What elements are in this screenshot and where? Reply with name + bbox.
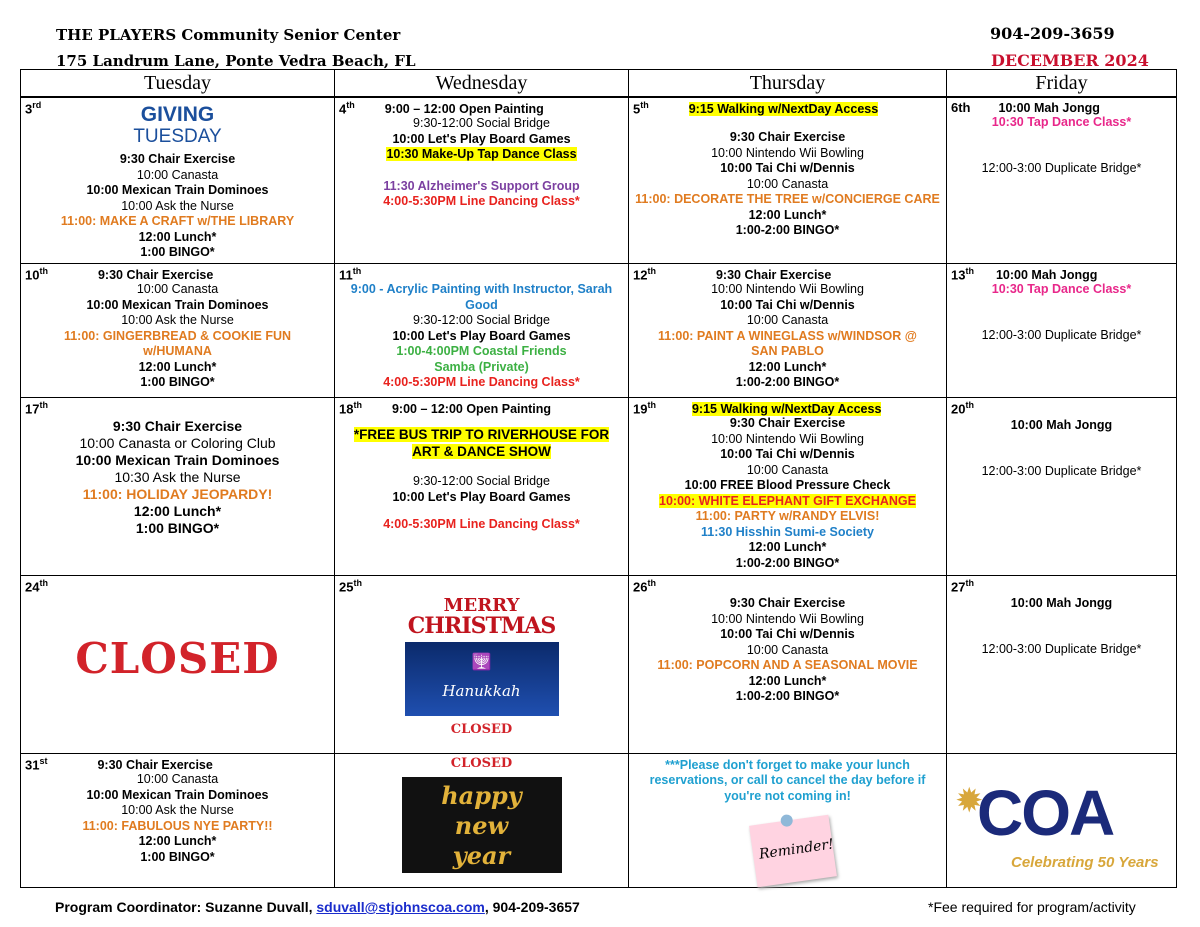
event-item: 1:00 BINGO*: [140, 245, 215, 260]
calendar-grid: [20, 69, 1177, 888]
event-item: 11:00: DECORATE THE TREE w/CONCIERGE CARE: [635, 192, 940, 207]
event-item: 9:30 Chair Exercise: [112, 418, 243, 435]
event-item: 11:30 Alzheimer's Support Group: [383, 178, 580, 193]
event-item: 12:00-3:00 Duplicate Bridge*: [981, 160, 1142, 175]
reminder-note: [749, 815, 837, 888]
event-list: [633, 282, 942, 391]
event-item: 10:00 Nintendo Wii Bowling: [711, 145, 864, 160]
giving-logo-text: GIVING: [140, 103, 215, 127]
event-item: 10:00 Canasta: [746, 642, 829, 657]
event-item: 10:00 Tai Chi w/Dennis: [720, 627, 855, 642]
day-number: 26th: [633, 577, 656, 595]
closed-label: CLOSED: [75, 634, 280, 684]
day-cell-5: [629, 97, 947, 263]
day-number: 3rd: [25, 100, 42, 117]
event-item: 12:00 Lunch*: [138, 229, 217, 244]
event-item: 10:00 Canasta: [746, 176, 829, 191]
event-list: [633, 116, 942, 239]
day-cell-3: [21, 97, 335, 263]
event-item: 10:00 Let's Play Board Games: [392, 489, 571, 504]
day-number: 11th: [339, 265, 362, 283]
day-cell-31: [21, 753, 335, 887]
event-list: [633, 596, 942, 705]
event-item: 1:00 BINGO*: [140, 849, 215, 864]
event-item: 10:00 FREE Blood Pressure Check: [684, 478, 891, 493]
new-text: new: [454, 810, 509, 840]
day-header-friday: Friday: [947, 70, 1177, 98]
week-row: [21, 753, 1177, 887]
lunch-reminder-text: ***Please don't forget to make your lunch reservations, or call to cancel the day before if you're not coming in!: [649, 757, 926, 803]
day-header-thursday: Thursday: [629, 70, 947, 98]
event-item: 10:00 Mah Jongg: [995, 268, 1098, 283]
event-item: 1:00-2:00 BINGO*: [735, 689, 840, 704]
reminder-cell: [629, 753, 947, 887]
event-item: 10:00 Mexican Train Dominoes: [75, 452, 280, 469]
hanukkah-image: [405, 642, 559, 716]
day-cell-20: [947, 397, 1177, 575]
hanukkah-text: Hanukkah: [442, 682, 521, 701]
center-phone: 904-209-3659: [990, 24, 1115, 43]
sunburst-icon: ✹: [955, 781, 984, 820]
event-item: 10:00 Ask the Nurse: [121, 803, 234, 818]
event-item: 11:00: GINGERBREAD & COOKIE FUN w/HUMANA: [63, 328, 292, 359]
merry-christmas-graphic: [339, 595, 624, 640]
event-item: 10:30 Ask the Nurse: [114, 469, 241, 486]
event-item: 10:00 Mah Jongg: [1010, 418, 1113, 433]
event-item: 10:00 Tai Chi w/Dennis: [720, 447, 855, 462]
event-item: 10:00 Let's Play Board Games: [392, 328, 571, 343]
event-item: 11:00: PARTY w/RANDY ELVIS!: [695, 509, 880, 524]
day-number: 19th 9:15 Walking w/NextDay Access: [633, 399, 882, 417]
day-cell-18: [335, 397, 629, 575]
event-item: 11:00: POPCORN AND A SEASONAL MOVIE: [657, 658, 918, 673]
event-item: 10:00: WHITE ELEPHANT GIFT EXCHANGE: [659, 493, 916, 508]
event-item: 12:00 Lunch*: [748, 540, 827, 555]
event-item: 12:00 Lunch*: [748, 359, 827, 374]
week-row: [21, 263, 1177, 397]
day-cell-11: [335, 263, 629, 397]
day-cell-27: [947, 575, 1177, 753]
day-number: 24th: [25, 577, 48, 595]
closed-label: CLOSED: [450, 722, 513, 738]
event-item: 9:00 - Acrylic Painting with Instructor, Sarah Good: [350, 282, 613, 312]
coordinator-email-link[interactable]: sduvall@stjohnscoa.com: [316, 899, 485, 915]
day-number: 20th: [951, 399, 974, 417]
day-cell-12: [629, 263, 947, 397]
event-item: 9:15 Walking w/NextDay Access: [691, 402, 882, 417]
event-item: 11:30 Hisshin Sumi-e Society: [701, 524, 874, 539]
coa-logo-cell: [947, 753, 1177, 887]
event-item: 1:00-4:00PM Coastal Friends Samba (Private): [396, 344, 567, 374]
event-item: 12:00-3:00 Duplicate Bridge*: [981, 327, 1142, 342]
coordinator-phone: , 904-209-3657: [484, 899, 580, 915]
event-item: 9:00 – 12:00 Open Painting: [391, 402, 552, 417]
event-item: 10:00 Nintendo Wii Bowling: [711, 611, 864, 626]
happy-text: happy: [441, 780, 522, 810]
event-item: 10:00 Tai Chi w/Dennis: [720, 297, 855, 312]
day-cell-24: [21, 575, 335, 753]
day-header-wednesday: Wednesday: [335, 70, 629, 98]
event-item: 10:00 Canasta: [136, 282, 219, 297]
event-item: 10:30 Make-Up Tap Dance Class: [386, 147, 577, 162]
event-item: 12:00 Lunch*: [138, 359, 217, 374]
giving-tuesday-logo: [25, 104, 330, 148]
weekday-header-row: [21, 70, 1177, 98]
day-cell-13: [947, 263, 1177, 397]
event-item: 1:00 BINGO*: [140, 375, 215, 390]
event-list: [339, 282, 624, 391]
event-item: 10:00 Canasta: [746, 462, 829, 477]
event-item: 4:00-5:30PM Line Dancing Class*: [383, 375, 580, 390]
event-item: 10:00 Mexican Train Dominoes: [86, 787, 269, 802]
event-item: 11:00: FABULOUS NYE PARTY!!: [82, 818, 273, 833]
program-coordinator: [55, 899, 580, 915]
pin-icon: [780, 814, 794, 828]
event-list: [25, 418, 330, 537]
week-row: [21, 97, 1177, 263]
day-number: 13th 10:00 Mah Jongg: [951, 265, 1098, 283]
week-row: [21, 575, 1177, 753]
event-item: 10:30 Tap Dance Class*: [991, 115, 1132, 129]
event-list: [951, 596, 1172, 657]
event-item: 9:30 Chair Exercise: [97, 268, 214, 283]
week-row: [21, 397, 1177, 575]
day-number: 4th 9:00 – 12:00 Open Painting: [339, 100, 544, 117]
event-item: 10:00 Mah Jongg: [1010, 596, 1113, 611]
day-cell-4: [335, 97, 629, 263]
day-cell-jan1: [335, 753, 629, 887]
event-item: 10:30 Tap Dance Class*: [991, 282, 1132, 297]
event-item: 9:15 Walking w/NextDay Access: [688, 102, 879, 117]
month-title: DECEMBER 2024: [991, 51, 1149, 70]
event-item: 10:00 Canasta or Coloring Club: [79, 435, 276, 452]
coa-logo-text: COA: [977, 776, 1114, 849]
center-name: THE PLAYERS Community Senior Center: [56, 26, 401, 44]
event-item: 9:30-12:00 Social Bridge: [413, 474, 550, 489]
event-list: [339, 416, 624, 533]
day-number: 27th: [951, 577, 974, 595]
event-item: 4:00-5:30PM Line Dancing Class*: [383, 194, 580, 209]
day-cell-25: [335, 575, 629, 753]
event-item: 9:30 Chair Exercise: [119, 152, 236, 167]
day-number: 25th: [339, 577, 362, 595]
day-number: 12th 9:30 Chair Exercise: [633, 265, 832, 283]
coa-tagline: Celebrating 50 Years: [1011, 853, 1159, 871]
day-cell-17: [21, 397, 335, 575]
day-number: 31st 9:30 Chair Exercise: [25, 755, 213, 773]
year-text: year: [452, 840, 511, 870]
event-item: 1:00-2:00 BINGO*: [735, 375, 840, 390]
event-item: 10:00 Ask the Nurse: [121, 198, 234, 213]
event-item: 10:00 Mah Jongg: [998, 101, 1100, 115]
day-cell-26: [629, 575, 947, 753]
event-list: [633, 416, 942, 571]
event-list: [25, 282, 330, 391]
event-list: [951, 115, 1172, 176]
event-item: 10:00 Mexican Train Dominoes: [86, 297, 269, 312]
event-item: 12:00 Lunch*: [133, 503, 222, 520]
event-item: 9:30-12:00 Social Bridge: [413, 313, 550, 328]
event-item: *FREE BUS TRIP TO RIVERHOUSE FOR ART & DANCE SHOW: [353, 427, 610, 460]
event-list: [25, 772, 330, 865]
closed-label: CLOSED: [450, 755, 513, 771]
coordinator-label: Program Coordinator: Suzanne Duvall,: [55, 899, 317, 915]
day-number: 18th 9:00 – 12:00 Open Painting: [339, 399, 552, 417]
event-item: 12:00 Lunch*: [748, 673, 827, 688]
event-item: 9:30-12:00 Social Bridge: [413, 116, 550, 131]
event-item: 12:00-3:00 Duplicate Bridge*: [981, 463, 1142, 478]
event-item: 11:00: PAINT A WINEGLASS w/WINDSOR @ SAN PABLO: [658, 328, 917, 359]
day-cell-19: [629, 397, 947, 575]
event-list: [951, 282, 1172, 343]
day-cell-6: [947, 97, 1177, 263]
christmas-text: CHRISTMAS: [407, 613, 556, 640]
center-address: 175 Landrum Lane, Ponte Vedra Beach, FL: [56, 52, 416, 70]
event-item: 10:00 Canasta: [746, 313, 829, 328]
event-list: [25, 152, 330, 261]
event-list: [339, 116, 624, 210]
event-item: 9:30 Chair Exercise: [729, 130, 846, 145]
event-item: 9:30 Chair Exercise: [97, 758, 213, 773]
event-item: 12:00 Lunch*: [748, 207, 827, 222]
event-item: 9:30 Chair Exercise: [729, 416, 846, 431]
event-item: 9:30 Chair Exercise: [729, 596, 846, 611]
reminder-note-text: Reminder!: [758, 836, 835, 863]
event-item: 10:00 Mexican Train Dominoes: [86, 183, 269, 198]
day-number: 10th 9:30 Chair Exercise: [25, 265, 214, 283]
event-item: 4:00-5:30PM Line Dancing Class*: [383, 517, 580, 532]
day-cell-10: [21, 263, 335, 397]
event-item: 10:00 Canasta: [136, 167, 219, 182]
event-item: 10:00 Ask the Nurse: [121, 313, 234, 328]
coa-logo: [951, 756, 1172, 880]
event-item: 10:00 Let's Play Board Games: [392, 131, 571, 146]
event-item: 10:00 Canasta: [136, 772, 219, 787]
event-item: 1:00 BINGO*: [135, 520, 220, 537]
event-item: 12:00 Lunch*: [138, 834, 217, 849]
tuesday-logo-text: TUESDAY: [133, 126, 222, 148]
event-item: 10:00 Nintendo Wii Bowling: [711, 282, 864, 297]
event-item: 12:00-3:00 Duplicate Bridge*: [981, 641, 1142, 656]
fee-note: *Fee required for program/activity: [928, 899, 1136, 915]
event-item: 9:30 Chair Exercise: [715, 268, 832, 283]
event-list: [951, 418, 1172, 479]
event-item: 1:00-2:00 BINGO*: [735, 223, 840, 238]
menorah-icon: 🕎: [471, 654, 492, 672]
happy-new-year-image: [402, 777, 562, 873]
event-item: 9:00 – 12:00 Open Painting: [384, 102, 544, 117]
event-item: 11:00: HOLIDAY JEOPARDY!: [82, 486, 273, 503]
event-item: 11:00: MAKE A CRAFT w/THE LIBRARY: [60, 214, 295, 229]
day-number: 17th: [25, 399, 48, 417]
event-item: 10:00 Tai Chi w/Dennis: [720, 161, 855, 176]
event-item: 10:00 Nintendo Wii Bowling: [711, 431, 864, 446]
day-header-tuesday: Tuesday: [21, 70, 335, 98]
merry-text: MERRY: [443, 595, 520, 617]
day-number: 5th 9:15 Walking w/NextDay Access: [633, 100, 879, 117]
event-item: 1:00-2:00 BINGO*: [735, 555, 840, 570]
day-number: 6th 10:00 Mah Jongg: [951, 100, 1100, 115]
